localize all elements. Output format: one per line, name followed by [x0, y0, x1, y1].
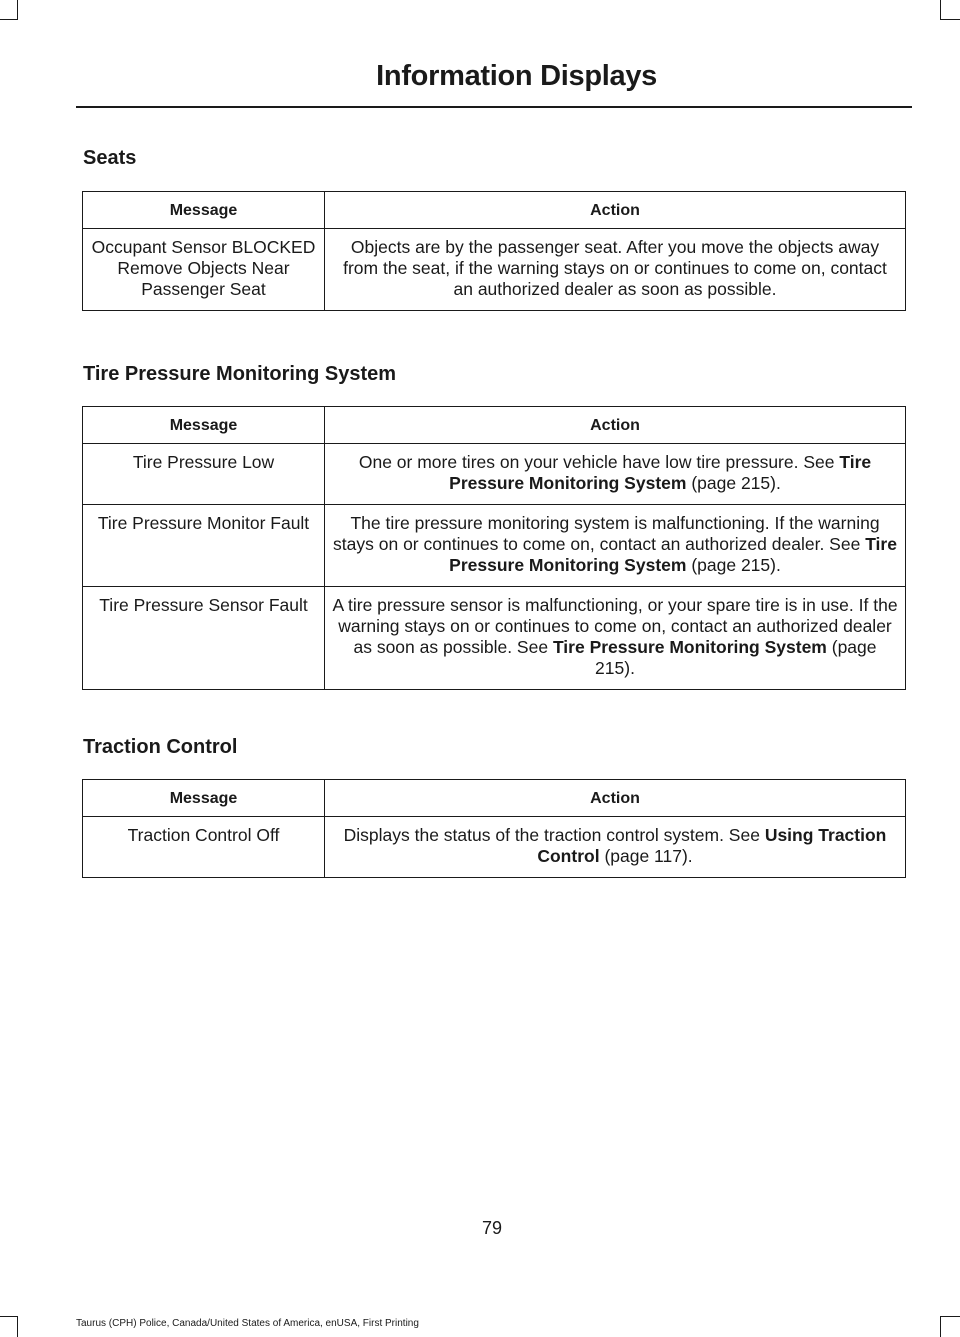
crop-mark: [0, 1316, 18, 1317]
table-header-row: [83, 192, 906, 229]
page-reference: (page 215).: [691, 473, 781, 493]
page-title: Information Displays: [376, 60, 657, 92]
seats-table: [82, 191, 906, 311]
action-text: A tire pressure sensor is malfunctioning, or your spare tire is in use. If the warning stays on or continues to come on, contact an authorized dealer as soon as possible. See: [332, 595, 898, 657]
crop-mark: [0, 19, 18, 20]
section-heading-traction-control: Traction Control: [83, 736, 238, 758]
message-cell: Tire Pressure Monitor Fault: [83, 505, 325, 587]
section-heading-seats: Seats: [83, 147, 137, 169]
column-header-message: Message: [83, 407, 325, 444]
column-header-action: Action: [325, 192, 906, 229]
action-text: One or more tires on your vehicle have low tire pressure. See: [358, 452, 835, 472]
crop-mark: [941, 1316, 960, 1317]
table-row: [83, 817, 906, 878]
page-reference-link[interactable]: Tire Pressure Monitoring System: [449, 452, 872, 493]
table-row: [83, 505, 906, 587]
column-header-message: Message: [83, 780, 325, 817]
action-cell: [325, 505, 906, 587]
message-cell: Occupant Sensor BLOCKED Remove Objects Near Passenger Seat: [83, 229, 325, 311]
header-divider: [76, 106, 912, 108]
column-header-action: Action: [325, 407, 906, 444]
column-header-action: Action: [325, 780, 906, 817]
table-row: [83, 229, 906, 311]
table-row: [83, 587, 906, 690]
action-cell: [325, 587, 906, 690]
action-cell: [325, 229, 906, 311]
footer-text: Taurus (CPH) Police, Canada/United States of America, enUSA, First Printing: [76, 1318, 419, 1329]
message-cell: Tire Pressure Sensor Fault: [83, 587, 325, 690]
message-cell: Traction Control Off: [83, 817, 325, 878]
table-row: [83, 444, 906, 505]
page-reference: (page 215).: [595, 637, 877, 678]
page-reference: (page 215).: [691, 555, 781, 575]
tpms-table: [82, 406, 906, 690]
page-number: 79: [481, 1218, 503, 1238]
page-reference-link[interactable]: Tire Pressure Monitoring System: [449, 534, 897, 575]
message-cell: Tire Pressure Low: [83, 444, 325, 505]
action-cell: [325, 817, 906, 878]
crop-mark: [17, 0, 18, 20]
crop-mark: [17, 1316, 18, 1337]
action-cell: [325, 444, 906, 505]
column-header-message: Message: [83, 192, 325, 229]
action-text: Displays the status of the traction control system. See: [343, 825, 760, 845]
page-reference-link[interactable]: Tire Pressure Monitoring System: [552, 637, 827, 657]
action-text: The tire pressure monitoring system is malfunctioning. If the warning stays on or continues to come on, contact an authorized dealer. See: [333, 513, 880, 554]
crop-mark: [940, 0, 941, 20]
section-heading-tpms: Tire Pressure Monitoring System: [83, 363, 397, 385]
crop-mark: [941, 19, 960, 20]
traction-control-table: [82, 779, 906, 878]
page-reference-link[interactable]: Using Traction Control: [537, 825, 887, 866]
table-header-row: [83, 407, 906, 444]
crop-mark: [940, 1316, 941, 1337]
page-reference: (page 117).: [604, 846, 693, 866]
table-header-row: [83, 780, 906, 817]
action-text: Objects are by the passenger seat. After you move the objects away from the seat, if the warning stays on or continues to come on, contact an authorized dealer as soon as possible.: [343, 237, 887, 299]
